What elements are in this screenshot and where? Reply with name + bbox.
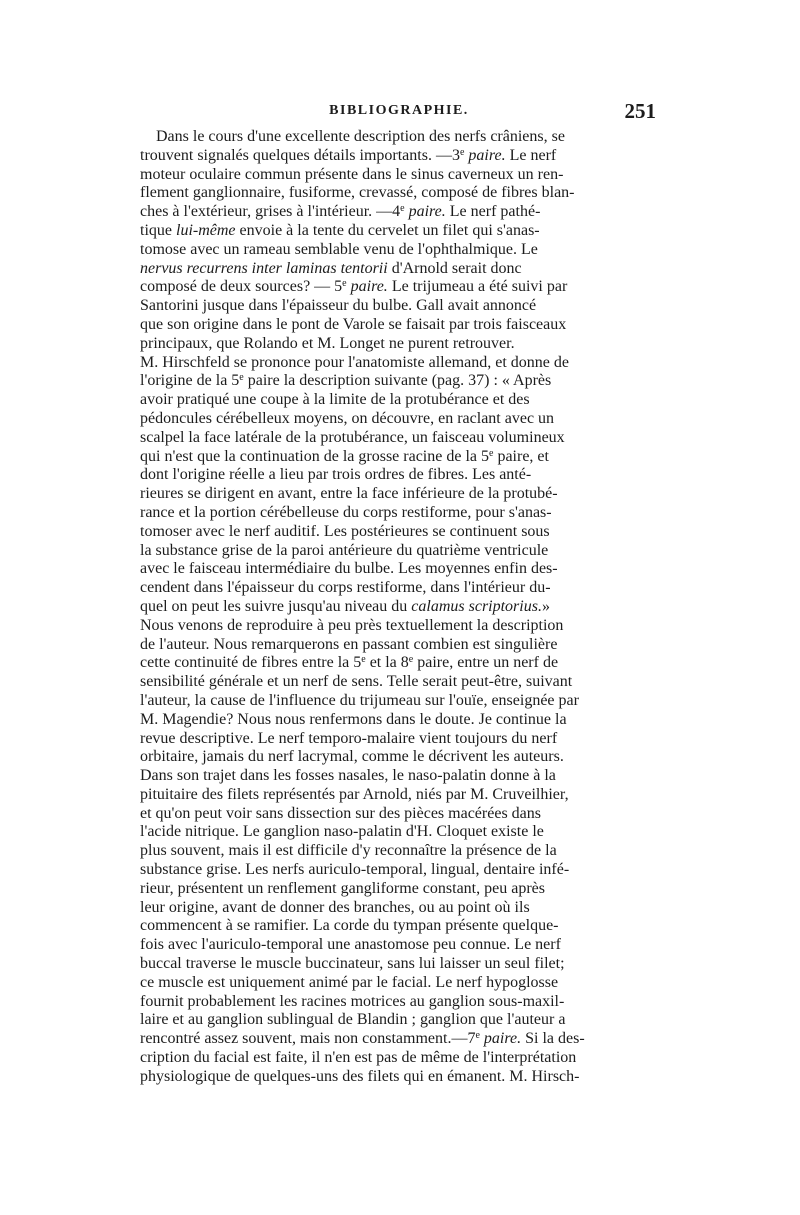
text-line	[140, 617, 658, 636]
text-segment: M. Hirschfeld se prononce pour l'anatomiste allemand, et donne de	[140, 353, 569, 371]
text-line	[140, 354, 658, 373]
text-segment: l'auteur, la cause de l'influence du trijumeau sur l'ouïe, enseignée par	[140, 691, 579, 709]
text-segment: envoie à la tente du cervelet un filet qui s'anas-	[235, 221, 540, 239]
italic-text: calamus scriptorius.	[411, 597, 542, 615]
text-segment: tique	[140, 221, 176, 239]
superscript: e	[361, 654, 366, 666]
text-line	[140, 899, 658, 918]
text-line	[140, 297, 658, 316]
text-line	[140, 485, 658, 504]
text-segment: orbitaire, jamais du nerf lacrymal, comme le décrivent les auteurs.	[140, 748, 564, 766]
text-line	[140, 166, 658, 185]
text-segment: rieur, présentent un renflement gangliforme constant, peu après	[140, 879, 545, 897]
text-segment: dont l'origine réelle a lieu par trois ordres de fibres. Les anté-	[140, 466, 532, 484]
text-segment: paire, et	[493, 447, 549, 465]
text-line	[140, 560, 658, 579]
superscript: e	[459, 146, 465, 158]
text-segment: avec le faisceau intermédiaire du bulbe. Les moyennes enfin des-	[140, 560, 558, 578]
text-segment: flement ganglionnaire, fusiforme, crevassé, composé de fibres blan-	[140, 184, 575, 202]
text-line	[140, 748, 658, 767]
text-segment: moteur oculaire commun présente dans le sinus caverneux un ren-	[140, 165, 564, 183]
text-line	[140, 429, 658, 448]
text-segment: paire la description suivante (pag. 37) : « Après	[243, 372, 552, 390]
text-line	[140, 391, 658, 410]
text-segment: ce muscle est uniquement animé par le facial. Le nerf hypoglosse	[140, 973, 559, 991]
body-text	[140, 128, 658, 1087]
text-line	[140, 692, 658, 711]
running-head	[140, 99, 658, 123]
text-line	[140, 936, 658, 955]
text-line	[140, 278, 658, 297]
text-segment: Nous venons de reproduire à peu près textuellement la description	[140, 616, 564, 634]
text-segment: rencontré assez souvent, mais non constamment.—7	[140, 1030, 476, 1048]
text-segment: revue descriptive. Le nerf temporo-malaire vient toujours du nerf	[140, 729, 558, 747]
superscript: e	[408, 654, 414, 666]
text-line	[140, 260, 658, 279]
italic-text: lui-même	[176, 221, 236, 239]
text-segment: tomose avec un rameau semblable venu de l'ophthalmique. Le	[140, 240, 538, 258]
text-segment: Santorini jusque dans l'épaisseur du bulbe. Gall avait annoncé	[140, 297, 537, 315]
text-segment: laire et au ganglion sublingual de Blandin ; ganglion que l'auteur a	[140, 1011, 566, 1029]
text-line	[140, 241, 658, 260]
superscript: e	[475, 1030, 480, 1042]
text-line	[140, 1011, 658, 1030]
text-segment: pituitaire des filets représentés par Arnold, niés par M. Cruveilhier,	[140, 785, 569, 803]
text-segment: sensibilité générale et un nerf de sens. Telle serait peut-être, suivant	[140, 673, 573, 691]
italic-text: paire.	[350, 278, 388, 296]
text-segment: qui n'est que la continuation de la grosse racine de la 5	[140, 447, 489, 465]
italic-text: nervus recurrens inter laminas tentorii	[140, 259, 388, 277]
text-segment: Si la des-	[521, 1030, 585, 1048]
text-segment: Le trijumeau a été suivi par	[387, 278, 568, 296]
text-line	[140, 1068, 658, 1087]
text-line	[140, 842, 658, 861]
text-segment: quel on peut les suivre jusqu'au niveau du	[140, 597, 412, 615]
text-line	[140, 147, 658, 166]
text-line	[140, 823, 658, 842]
text-segment: l'acide nitrique. Le ganglion naso-palatin d'H. Cloquet existe le	[140, 823, 544, 841]
text-line	[140, 466, 658, 485]
text-line	[140, 673, 658, 692]
text-segment: »	[541, 597, 550, 615]
text-line	[140, 504, 658, 523]
text-line	[140, 523, 658, 542]
italic-text: paire.	[483, 1030, 522, 1048]
text-line	[140, 636, 658, 655]
text-line	[140, 880, 658, 899]
text-line	[140, 993, 658, 1012]
text-segment: avoir pratiqué une coupe à la limite de la protubérance et des	[140, 391, 530, 409]
text-segment: commencent à se ramifier. La corde du tympan présente quelque-	[140, 917, 559, 935]
text-segment: fournit probablement les racines motrices au ganglion sous-maxil-	[140, 992, 565, 1010]
text-segment: substance grise. Les nerfs auriculo-temporal, lingual, dentaire infé-	[140, 861, 570, 879]
text-line	[140, 1030, 658, 1049]
text-segment: principaux, que Rolando et M. Longet ne purent retrouver.	[140, 334, 515, 352]
text-line	[140, 335, 658, 354]
text-segment: leur origine, avant de donner des branches, ou au point où ils	[140, 898, 530, 916]
text-line	[140, 222, 658, 241]
text-line	[140, 184, 658, 203]
text-segment: Le nerf pathé-	[445, 203, 541, 221]
text-line	[140, 579, 658, 598]
text-line	[140, 654, 658, 673]
superscript: e	[400, 203, 405, 215]
text-line	[140, 730, 658, 749]
text-segment: Dans le cours d'une excellente description des nerfs crâniens, se	[156, 128, 565, 145]
text-segment: cendent dans l'épaisseur du corps restiforme, dans l'intérieur du-	[140, 579, 551, 597]
text-segment: ches à l'extérieur, grises à l'intérieur. —4	[140, 203, 401, 221]
text-line	[140, 955, 658, 974]
text-segment: physiologique de quelques-uns des filets qui en émanent. M. Hirsch-	[140, 1067, 580, 1085]
text-line	[140, 542, 658, 561]
text-segment: trouvent signalés quelques détails importants. —3	[140, 146, 460, 164]
text-line	[140, 410, 658, 429]
text-line	[140, 917, 658, 936]
text-line	[140, 203, 658, 222]
text-segment: pédoncules cérébelleux moyens, on découvre, en raclant avec un	[140, 409, 555, 427]
text-line	[140, 598, 658, 617]
text-line	[140, 448, 658, 467]
text-segment: paire, entre un nerf de	[413, 654, 559, 672]
text-line	[140, 805, 658, 824]
superscript: e	[239, 372, 244, 384]
text-segment: M. Magendie? Nous nous renfermons dans le doute. Je continue la	[140, 710, 567, 728]
text-segment: plus souvent, mais il est difficile d'y reconnaître la présence de la	[140, 842, 557, 860]
text-segment: et la 8	[365, 654, 409, 672]
text-segment: buccal traverse le muscle buccinateur, sans lui laisser un seul filet;	[140, 955, 565, 973]
text-segment: de l'auteur. Nous remarquerons en passant combien est singulière	[140, 635, 558, 653]
text-segment: la substance grise de la paroi antérieure du quatrième ventricule	[140, 541, 549, 559]
text-segment: Dans son trajet dans les fosses nasales, le naso-palatin donne à la	[140, 767, 556, 785]
running-title: BIBLIOGRAPHIE.	[329, 103, 469, 118]
text-line	[140, 767, 658, 786]
text-segment: composé de deux sources? — 5	[140, 278, 343, 296]
text-line	[140, 974, 658, 993]
text-segment: que son origine dans le pont de Varole se faisait par trois faisceaux	[140, 315, 567, 333]
text-segment: rance et la portion cérébelleuse du corps restiforme, pour s'anas-	[140, 503, 552, 521]
text-segment: d'Arnold serait donc	[387, 259, 522, 277]
text-segment: Le nerf	[505, 146, 557, 164]
text-segment: l'origine de la 5	[140, 372, 240, 390]
page-number: 251	[624, 99, 656, 123]
text-line	[140, 786, 658, 805]
text-segment: rieures se dirigent en avant, entre la face inférieure de la protubé-	[140, 485, 558, 503]
text-segment: cette continuité de fibres entre la 5	[140, 654, 362, 672]
text-segment: et qu'on peut voir sans dissection sur des pièces macérées dans	[140, 804, 541, 822]
text-line	[140, 128, 658, 147]
superscript: e	[489, 447, 494, 459]
text-line	[140, 861, 658, 880]
text-line	[140, 372, 658, 391]
text-segment: cription du facial est faite, il n'en est pas de même de l'interprétation	[140, 1049, 577, 1067]
text-segment: fois avec l'auriculo-temporal une anastomose peu connue. Le nerf	[140, 936, 561, 954]
italic-text: paire.	[468, 146, 506, 164]
italic-text: paire.	[408, 203, 446, 221]
text-segment: scalpel la face latérale de la protubérance, un faisceau volumineux	[140, 428, 565, 446]
text-line	[140, 316, 658, 335]
text-line	[140, 1049, 658, 1068]
superscript: e	[342, 278, 347, 290]
text-line	[140, 711, 658, 730]
text-segment: tomoser avec le nerf auditif. Les postérieures se continuent sous	[140, 522, 550, 540]
